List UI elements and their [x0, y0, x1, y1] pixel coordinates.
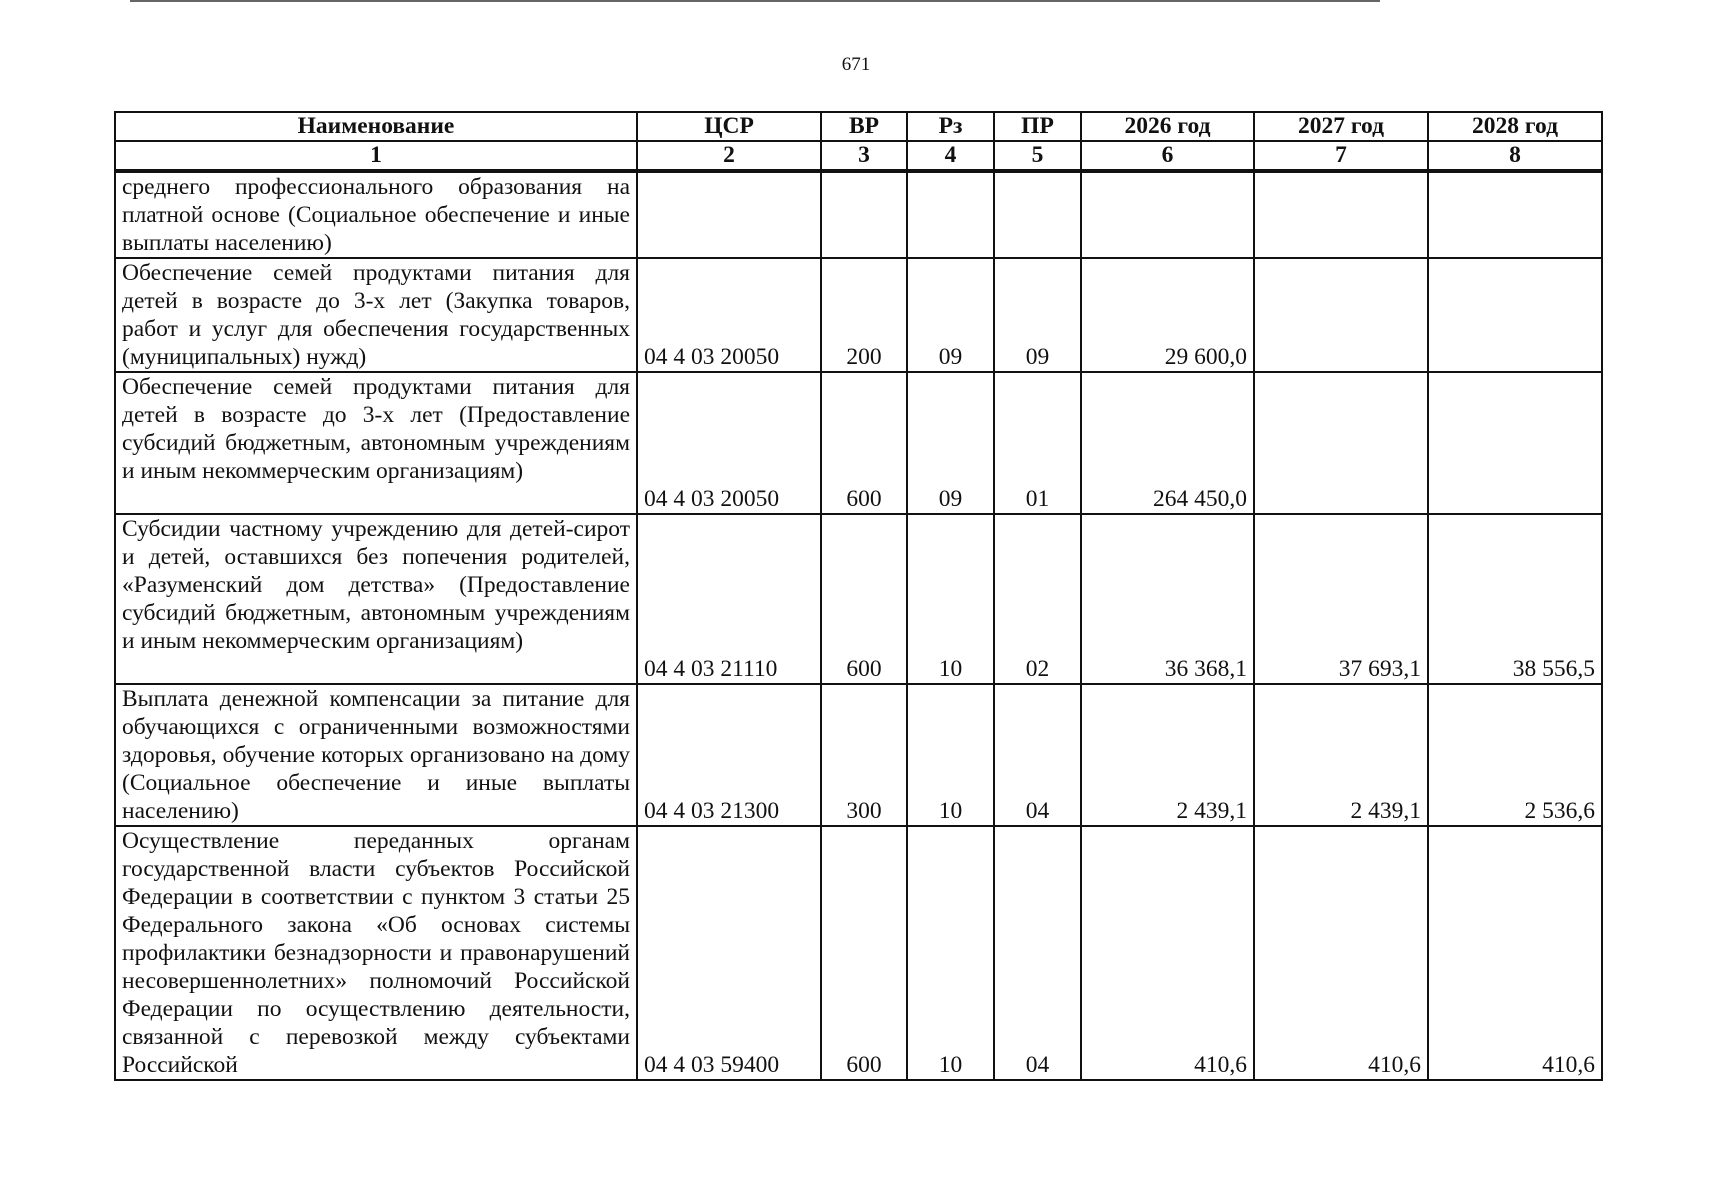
header-pr: ПР [994, 112, 1081, 141]
row-rz: 09 [907, 258, 994, 372]
column-number: 2 [637, 141, 821, 171]
row-rz: 10 [907, 514, 994, 684]
row-2026: 29 600,0 [1081, 258, 1254, 372]
column-number: 1 [115, 141, 637, 171]
table-row [115, 372, 1602, 514]
top-scan-rule [130, 0, 1380, 2]
row-csr: 04 4 03 20050 [637, 258, 821, 372]
row-vr: 600 [821, 372, 907, 514]
row-2027: 37 693,1 [1254, 514, 1428, 684]
row-pr: 04 [994, 826, 1081, 1080]
table-row [115, 258, 1602, 372]
column-number: 6 [1081, 141, 1254, 171]
row-2026: 410,6 [1081, 826, 1254, 1080]
row-2028: 410,6 [1428, 826, 1602, 1080]
row-2026: 2 439,1 [1081, 684, 1254, 826]
row-vr: 600 [821, 826, 907, 1080]
row-name: Субсидии частному учреждению для детей-сирот и детей, оставшихся без попечения родителей, «Разуменский дом детства» (Предоставление субсидий бюджетным, автономным учреждениям и иным некоммерческим организациям) [115, 514, 637, 684]
row-pr: 02 [994, 514, 1081, 684]
column-number: 4 [907, 141, 994, 171]
column-number: 5 [994, 141, 1081, 171]
header-2026: 2026 год [1081, 112, 1254, 141]
row-vr [821, 171, 907, 258]
row-name: Обеспечение семей продуктами питания для детей в возрасте до 3-х лет (Предоставление субсидий бюджетным, автономным учреждениям и иным некоммерческим организациям) [115, 372, 637, 514]
header-rz: Рз [907, 112, 994, 141]
row-rz: 10 [907, 684, 994, 826]
row-csr: 04 4 03 21300 [637, 684, 821, 826]
header-vr: ВР [821, 112, 907, 141]
row-vr: 600 [821, 514, 907, 684]
column-number-row [115, 141, 1602, 171]
row-2028: 38 556,5 [1428, 514, 1602, 684]
header-row [115, 112, 1602, 141]
header-csr: ЦСР [637, 112, 821, 141]
row-name: Обеспечение семей продуктами питания для детей в возрасте до 3-х лет (Закупка товаров, работ и услуг для обеспечения государственных (муниципальных) нужд) [115, 258, 637, 372]
row-2026 [1081, 171, 1254, 258]
row-pr: 01 [994, 372, 1081, 514]
table-row [115, 826, 1602, 1080]
budget-table [114, 111, 1603, 1081]
row-2027: 2 439,1 [1254, 684, 1428, 826]
column-number: 7 [1254, 141, 1428, 171]
page-number: 671 [841, 54, 871, 75]
row-rz [907, 171, 994, 258]
row-vr: 200 [821, 258, 907, 372]
row-csr: 04 4 03 21110 [637, 514, 821, 684]
row-2026: 264 450,0 [1081, 372, 1254, 514]
row-csr: 04 4 03 20050 [637, 372, 821, 514]
row-pr: 04 [994, 684, 1081, 826]
column-number: 8 [1428, 141, 1602, 171]
header-2028: 2028 год [1428, 112, 1602, 141]
row-2026: 36 368,1 [1081, 514, 1254, 684]
row-2027 [1254, 372, 1428, 514]
row-pr [994, 171, 1081, 258]
row-2028 [1428, 372, 1602, 514]
table-row [115, 171, 1602, 258]
table-row [115, 514, 1602, 684]
row-2027 [1254, 171, 1428, 258]
row-2028 [1428, 258, 1602, 372]
table-row [115, 684, 1602, 826]
row-2027: 410,6 [1254, 826, 1428, 1080]
row-name: Выплата денежной компенсации за питание для обучающихся с ограниченными возможностями здоровья, обучение которых организовано на дому (Социальное обеспечение и иные выплаты населению) [115, 684, 637, 826]
row-2028 [1428, 171, 1602, 258]
row-csr: 04 4 03 59400 [637, 826, 821, 1080]
row-csr [637, 171, 821, 258]
row-name: Осуществление переданных органам государственной власти субъектов Российской Федерации в соответствии с пунктом 3 статьи 25 Федерального закона «Об основах системы профилактики безнадзорности и правонарушений несовершеннолетних» полномочий Российской Федерации по осуществлению деятельности, связанной с перевозкой между субъектами Российской [115, 826, 637, 1080]
row-rz: 09 [907, 372, 994, 514]
row-2028: 2 536,6 [1428, 684, 1602, 826]
column-number: 3 [821, 141, 907, 171]
row-2027 [1254, 258, 1428, 372]
row-rz: 10 [907, 826, 994, 1080]
row-pr: 09 [994, 258, 1081, 372]
header-2027: 2027 год [1254, 112, 1428, 141]
row-name: среднего профессионального образования на платной основе (Социальное обеспечение и иные выплаты населению) [115, 171, 637, 258]
row-vr: 300 [821, 684, 907, 826]
header-name: Наименование [115, 112, 637, 141]
